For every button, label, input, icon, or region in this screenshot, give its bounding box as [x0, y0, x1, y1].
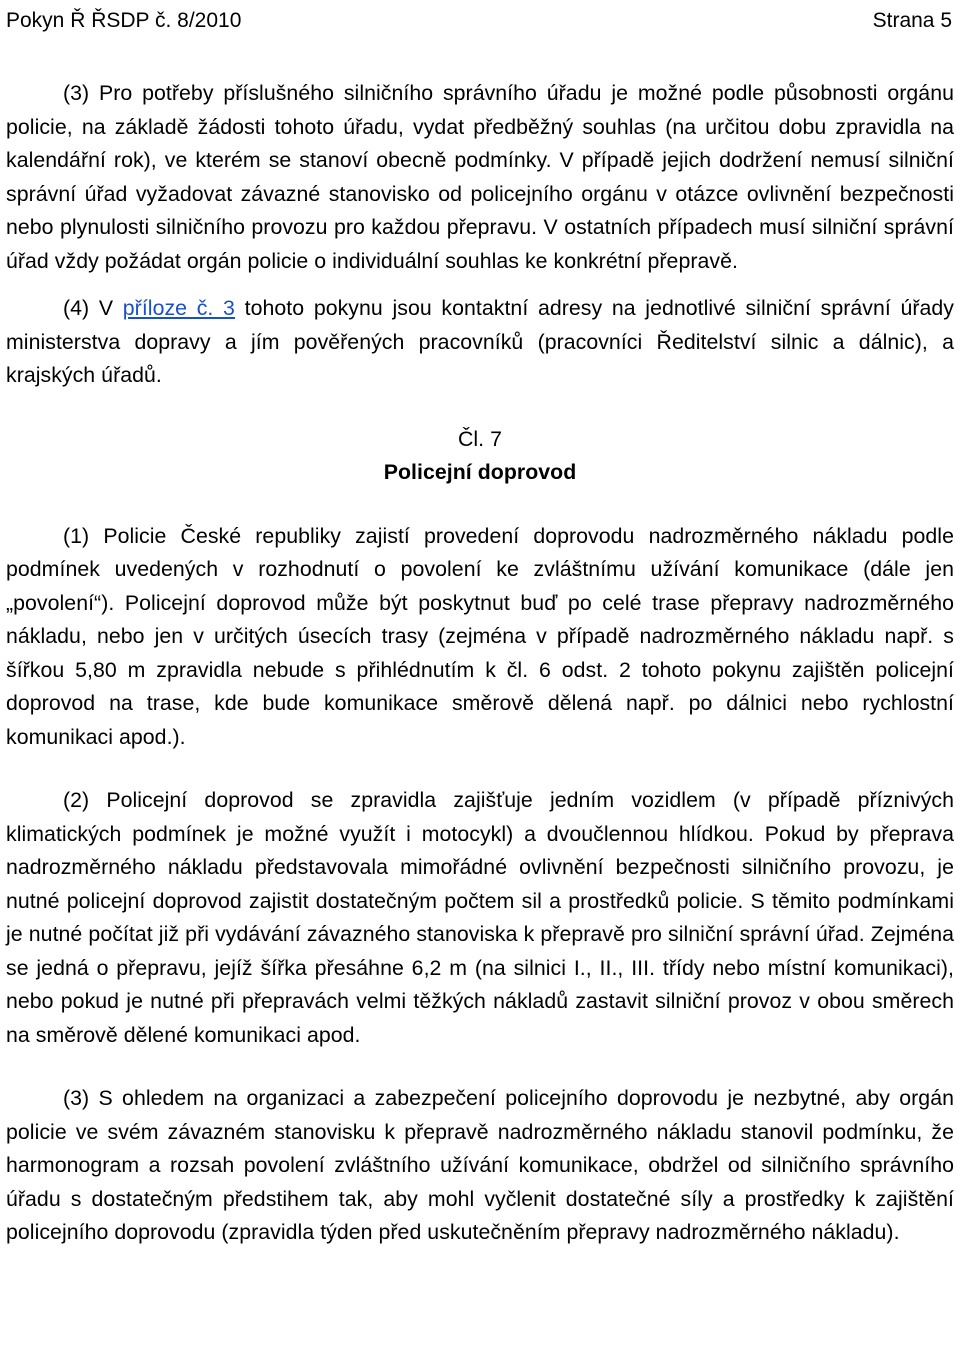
article-paragraph-1-text: (1) Policie České republiky zajistí provedení doprovodu nadrozměrného nákladu podle podmínek uvedených v rozhodnutí o povolení ke zvláštnímu užívání komunikace (dále jen „povolení“). Policejní doprovod může být poskytnut buď po celé trase přepravy nadrozměrného nákladu, nebo jen v určitých úsecích trasy (zejména v případě nadrozměrného nákladu např. s šířkou 5,80 m zpravidla nebude s přihlédnutím k čl. 6 odst. 2 tohoto pokynu zajištěn policejní doprovod na trase, kde bude komunikace směrově dělená např. po dálnici nebo rychlostní komunikaci apod.).: [6, 523, 954, 749]
article-number: Čl. 7: [457, 426, 503, 451]
document-reference: Pokyn Ř ŘSDP č. 8/2010: [6, 9, 242, 32]
article-paragraph-2-text: (2) Policejní doprovod se zpravidla zajišťuje jedním vozidlem (v případě příznivých klimatických podmínek je možné využít i motocykl) a dvoučlennou hlídkou. Pokud by přeprava nadrozměrného nákladu představovala mimořádné ovlivnění bezpečnosti silničního provozu, je nutné policejní doprovod zajistit dostatečným počtem sil a prostředků policie. S těmito podmínkami je nutné počítat již při vydávání závazného stanoviska k přepravě pro silniční správní úřad. Zejména se jedná o přepravu, jejíž šířka přesáhne 6,2 m (na silnici I., II., III. třídy nebo místní komunikaci), nebo pokud je nutné při přepravách velmi těžkých nákladů zastavit silniční provoz v obou směrech na směrově dělené komunikaci apod.: [6, 788, 954, 1047]
article-title: Policejní doprovod: [383, 460, 577, 484]
page-header: [6, 6, 952, 36]
paragraph-4-text-before: (4) V: [63, 296, 123, 320]
spacer: [6, 490, 954, 520]
appendix-link[interactable]: příloze č. 3: [122, 296, 235, 320]
spacer: [6, 278, 954, 292]
paragraph-4-text-after: tohoto pokynu jsou kontaktní adresy na jednotlivé silniční správní úřady ministerstva dopravy a jím pověřených pracovníků (pracovníci Ředitelství silnic a dálnic), a krajských úřadů.: [6, 296, 955, 387]
page-number: Strana 5: [872, 9, 952, 32]
spacer: [6, 393, 954, 423]
article-paragraph-3: [6, 1082, 954, 1250]
spacer: [6, 1052, 954, 1082]
article-paragraph-3-text: (3) S ohledem na organizaci a zabezpečení policejního doprovodu je nezbytné, aby orgán policie ve svém závazném stanovisku k přepravě nadrozměrného nákladu stanovil podmínku, že harmonogram a rozsah povolení zvláštního užívání komunikace, obdržel od silničního správního úřadu s dostatečným předstihem tak, aby mohl vyčlenit dostatečné síly a prostředky k zajištění policejního doprovodu (zpravidla týden před uskutečněním přepravy nadrozměrného nákladu).: [6, 1086, 954, 1244]
document-body: [6, 77, 954, 1250]
spacer: [6, 754, 954, 784]
paragraph-3: [6, 77, 954, 278]
article-paragraph-2: [6, 784, 954, 1052]
article-paragraph-1: [6, 520, 954, 755]
paragraph-4: [6, 292, 954, 393]
paragraph-3-text: (3) Pro potřeby příslušného silničního správního úřadu je možné podle působnosti orgánu policie, na základě žádosti tohoto úřadu, vydat předběžný souhlas (na určitou dobu zpravidla na kalendářní rok), ve kterém se stanoví obecně podmínky. V případě jejich dodržení nemusí silniční správní úřad vyžadovat závazné stanovisko od policejního orgánu v otázce ovlivnění bezpečnosti nebo plynulosti silničního provozu pro každou přepravu. V ostatních případech musí silniční správní úřad vždy požádat orgán policie o individuální souhlas ke konkrétní přepravě.: [6, 81, 954, 273]
